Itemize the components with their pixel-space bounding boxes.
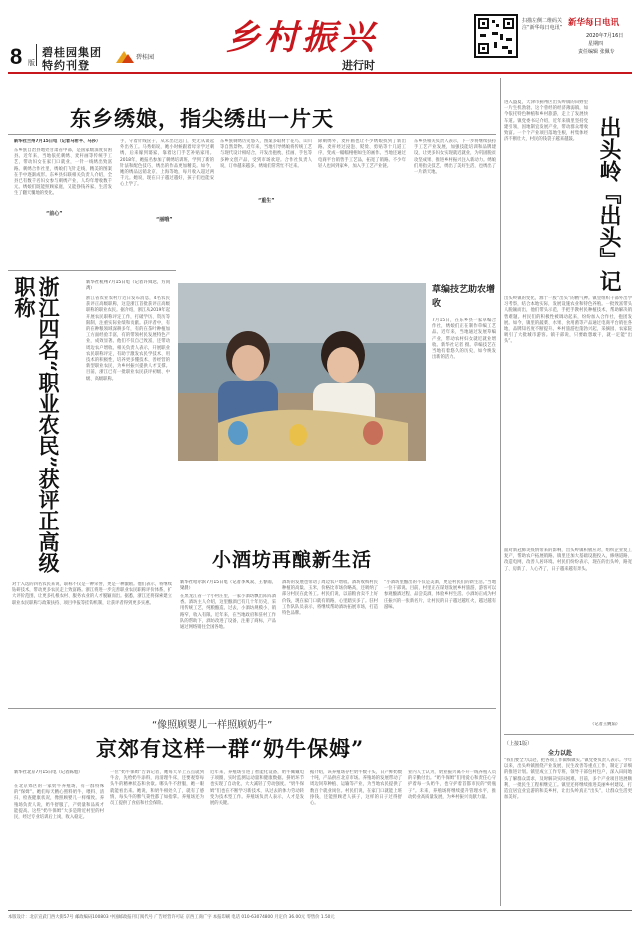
left-story-body-2: 对于入选的四名农民来说，职称不仅是一种荣誉，更是一种激励。他们表示，将继续钻研技术，带动更多农民走上致富路。浙江将进一步完善职业农民职称评价体系，扩大评价范围，让更多扎根农村、服务农业的人才脱颖而出。据悉，浙江还将探索建立职业农民职称与政策扶持、项目申报等挂钩机制，让获评者得到更多实惠。 (12, 582, 172, 606)
right-story-subhead: （上接1版） (504, 741, 533, 747)
bottom-story-col1: 在北京郊区的一家奶牛养殖场，有一群特殊的“保姆”。她们每天精心照料奶牛，喂料、清扫、检查健康状况，像照顾婴儿一样细致。养殖场负责人说，奶牛舒服了，产奶量和品质才能提高。这些“奶牛保姆”大多是附近村里的村民，经过专业培训后上岗，收入稳定。 (14, 784, 104, 821)
right-story-col-c: 面对新冠肺炎疫情带来的影响，出头岭镇积极应对，组织企业复工复产，帮助农户拓展销路。镇里还加大基础设施投入，修缮道路、改造电网，改善人居环境。村民们纷纷表示，现在的出头岭，路宽了、房新了、人心齐了，日子越来越有奔头。 (504, 548, 632, 572)
craft-photo-image (178, 283, 426, 461)
right-column-divider (500, 78, 501, 906)
qr-caption: 扫描左侧二维码关注“新华每日电讯” (522, 18, 563, 31)
bottom-story-col5: 业内人士认为，奶业振兴离不开一线养殖人员的辛勤付出。“奶牛保姆”们用爱心和责任心守护着每一头奶牛，也守护着首都市民的“奶瓶子”。未来，养殖场将继续提升管理水平，推动奶业高质量发展，为乡村振兴贡献力量。 (408, 770, 496, 800)
masthead-rule (8, 72, 632, 74)
top-story-col2: 手，守着针线筐子，从未出过远门，更无从谈起外出务工。马秀娟说，她小时候跟着母亲学过刺绣，后来嫁到婆家，靠着这门手艺补贴家用。2018年，她报名参加了刺绣培训班，学到了新的针法和配色技巧，绣出的作品更加精美。如今，她的绣品远销北京、上海等地，每月收入超过两千元。她说，现在日子越过越好，孩子们也能安心上学了。 (120, 139, 214, 188)
top-story-rule (8, 134, 496, 135)
right-story-col-d: “我们要全力以赴，把各项工作做细做实。”镇党委负责人表示。今年以来，出头岭镇围绕产业发展、民生改善等重点工作，制定了详细的推进计划。镇里成立工作专班，领导干部包村包户，深入田间地头了解群众需求，及时解决实际困难。目前，多个产业项目进展顺利，一批民生工程相继完工。镇里还将继续推进美丽乡村建设，打造宜居宜业宜游的和美乡村，让出头岭真正“出头”，让群众生活更加美好。 (504, 758, 632, 801)
qr-code (474, 14, 518, 58)
right-story-col-a: 进入盛夏，天津市蓟州区出头岭镇的田野里一片生机勃勃。这个曾经的经济薄弱镇，如今依托特色种植和乡村旅游，走上了发展快车道。镇党委书记介绍，近年来镇里坚持党建引领，因地制宜发展产业，带动群众增收致富。一个个产业项目落地生根，村集体经济不断壮大，村民的钱袋子越来越鼓。 (504, 100, 588, 143)
bottom-story-rule (8, 708, 496, 709)
page-unit: 版 (28, 59, 35, 67)
middle-story-col1: 在黑龙江省一个小村庄里，一家小酒坊飘出阵阵酒香。酒坊主人介绍，这里酿酒已有几十年历史，采用传统工艺，纯粮酿造。过去，小酒坊规模小、销路窄，收入有限。近年来，在当地政府和驻村工作队的帮助下，酒坊改进了设备，注册了商标，产品通过网络销往全国各地。 (180, 594, 276, 631)
issue-weekday: 星期四 (588, 41, 604, 47)
left-story-headline: 浙江四名“职业农民”获评正高级职称 (12, 276, 61, 574)
top-story-subhead-2: “丽哦” (156, 217, 173, 223)
bottom-story-col3: 近年来，养殖场引进了智能化设备，奶牛佩戴电子项圈，实时监测运动量和健康数据。挤奶环节也实现了自动化，大大减轻了劳动强度。“奶牛保姆”们也在不断学习新技术，从过去的体力劳动转变为技术型工作。养殖场负责人表示，人才是发展的关键。 (210, 770, 304, 807)
top-story-col1: 东乡族自治县地处甘肃省中部，是国家级深度贫困县。近年来，当地依托刺绣、麦秆画等传统手工艺，带动妇女在家门口就业，一针一线绣出致富路。刺绣合作社里，绣娘们飞针走线，精美的图案在手中逐渐成形。东乡县妇联相关负责人介绍，全县已有数千名妇女参与刺绣产业，人均年增收数千元。绣娘们既能照顾家庭，又能挣钱养家，生活发生了翻天覆地的变化。 (14, 148, 112, 197)
column-sub: 进行时 (342, 59, 375, 72)
page-number: 8 (10, 44, 23, 69)
brand-logo (112, 45, 158, 67)
right-story-dateline: （记者王婉茹） (590, 722, 621, 727)
header-divider (36, 44, 37, 66)
footer-rule (8, 910, 632, 911)
masthead (0, 0, 640, 70)
photo-caption-title: 草编技艺助农增收 (432, 285, 496, 309)
brand-logo-text: 碧桂园 (136, 54, 155, 61)
middle-story-col3: “小酒坊里酿出的不仅是美酒，更是村民们的新生活。”当地一位干部说。目前，村里正在谋划发展乡村旅游，游客可以参观酿酒过程、品尝美酒，体验乡村生活。小酒坊正成为村庄振兴的一张新名片，让村民的日子越过越红火，越过越有滋味。 (384, 580, 496, 610)
brand-logo-icon (112, 45, 158, 67)
footer-text: 本版设计：北京宣武门西大街57号 邮政编码100803 中国邮政报刊订阅代号 广告经营许可证 京西工商广字 本报印刷 电话 010-63074800 月定价 36.00元 零售价 1.50元 (8, 915, 335, 920)
left-story-body: 浙江省农业农村厅近日发布消息，4名农民获评正高级职称，这是浙江首批获评正高级职称的职业农民。据介绍，浙江从2019年起开展农民职称评定工作，打破学历、资历等限制，注重实际业绩和贡献。获评者中，有的在种粮领域深耕多年，有的在茶叶种植加工方面经验丰富，有的带领村民发展特色产业，成效显著。他们不仅自己致富，还带动周边农户增收。相关负责人表示，开展职业农民职称评定，有助于激发农民学技术、用技术的积极性，培养更多懂技术、善经营的新型职业农民，为乡村振兴提供人才支撑。目前，浙江已有一批职业农民获评初级、中级、高级职称。 (86, 296, 170, 382)
left-story-dateline: 新华社杭州7月15日电（记者许舜达、方问禹） (86, 280, 170, 292)
top-story-subhead-3: “重生” (258, 198, 275, 204)
qr-code-icon (474, 14, 518, 58)
right-story-col-b: 出头岭镇的变化，源于一股“出头”的精气神。镇里组织干部外出学习考察，结合本地实际，发展设施农业和特色养殖。一批致富带头人脱颖而出，他们带头示范，手把手教村民种植技术，帮助解决销售难题。村民们的积极性被调动起来，纷纷加入合作社，抱团发展。如今，镇里的蔬菜、水果、食用菌等产品通过电商平台销往各地，品牌知名度不断提升。乡村旅游也蓬勃兴起，采摘园、农家院吸引了大批城市游客。镇干部说，只要敢想敢干，就一定能“出头”。 (504, 296, 632, 345)
top-story-col3: 东乡族刺绣历史悠久，图案多取材于花鸟、山川等自然景物。近年来，当地引导绣娘将传统工艺与现代设计相结合，开发出抱枕、挂画、手包等多种文创产品，受到市场欢迎。合作社负责人说，订单越来越多，绣娘们常常忙不过来。 (220, 139, 312, 169)
bottom-story-kicker: “像照顾婴儿一样照顾奶牛” (152, 720, 273, 731)
paper-name: 新华每日电讯 (568, 18, 620, 28)
top-story-photo (178, 283, 426, 461)
photo-caption-text: 7月15日，在东乡县一家草编合作社，绣娘们正在制作草编工艺品。近年来，当地通过发展草编产业，带动农村妇女就近就业增收。新华社记者 摄。草编技艺在当地有着悠久的历史，如今焕发出新的活力。 (432, 318, 496, 361)
editor-credit: 责任编辑 张佩专 (578, 49, 615, 55)
right-story-headline: 出头岭『出头』记 (596, 116, 622, 292)
issue-date: 2020年7月16日 (586, 33, 624, 39)
bottom-story-dateline: 新华社北京7月15日电（记者陈旭） (14, 770, 83, 775)
bottom-story-headline: 京郊有这样一群“奶牛保姆” (96, 736, 365, 761)
top-story-col4: 除刺绣外，麦秆画也让不少绣娘找到了新出路。麦秆经过浸泡、熨烫、剪贴等十几道工序，变成一幅幅栩栩如生的画作。当地还通过电商平台销售手工艺品，拓宽了销路。不少年轻人也回到家乡，加入手工艺产业链。 (318, 139, 406, 169)
top-story-col5: 东乡县相关负责人表示，下一步将继续扶持手工艺产业发展，加强技能培训和品牌建设，让更多妇女实现就近就业，为巩固脱贫攻坚成果、推进乡村振兴注入新动力。绣娘们用指尖技艺，绣出了美好生活，也绣出了一片新天地。 (414, 139, 496, 176)
top-story-subhead-1: “前心” (46, 211, 63, 217)
top-story-dateline: 新华社兰州7月15日电（记者马希平、马莎） (14, 139, 101, 144)
middle-story-dateline: 新华社哈尔滨7月15日电（记者李凤双、王春雨、梁晨） (180, 580, 276, 592)
top-story-headline: 东乡绣娘，指尖绣出一片天 (70, 106, 334, 131)
middle-story-headline: 小酒坊再酿新生活 (212, 549, 373, 571)
bottom-story-col4: 据介绍，该养殖场存栏奶牛数千头，日产鲜奶数十吨，产品供应北京市场。养殖场的发展带动了周边饲草种植、运输等产业，为当地农民提供了数百个就业岗位。村民们说，在家门口就能上班挣钱，还能照顾老人孩子，这样的日子过得舒心。 (310, 770, 402, 807)
right-story-subhead-2: 全力以赴 (548, 750, 573, 757)
sponsor-line1: 碧桂园集团 (42, 46, 102, 59)
bottom-story-col2: 一位“奶牛保姆”告诉记者，她每天早上五点就到牛舍，先给奶牛添料，再清理牛床，还要观察每头牛的精神状态和食欲。哪头牛不舒服，她一眼就能看出来。她说，和奶牛相处久了，就有了感情，每头牛的脾气秉性都了如指掌。养殖场还为员工提供了食宿和社会保险。 (110, 770, 204, 807)
right-story-inner-rule (504, 734, 634, 735)
sponsor-line2: 特约刊登 (42, 59, 90, 72)
middle-story-col2: 酒坊的发展也带动了周边农户增收。酒坊收购村民种植的高粱、玉米，价格比市场价略高，还吸纳了部分村民在此务工。村民们说，以前粮食卖不上好价钱，现在家门口就有销路，心里踏实多了。驻村工作队队员表示，将继续帮助酒坊拓展市场，打造特色品牌。 (282, 580, 378, 617)
left-story-rule (8, 270, 176, 271)
column-logo: 乡村振兴 (226, 18, 378, 58)
